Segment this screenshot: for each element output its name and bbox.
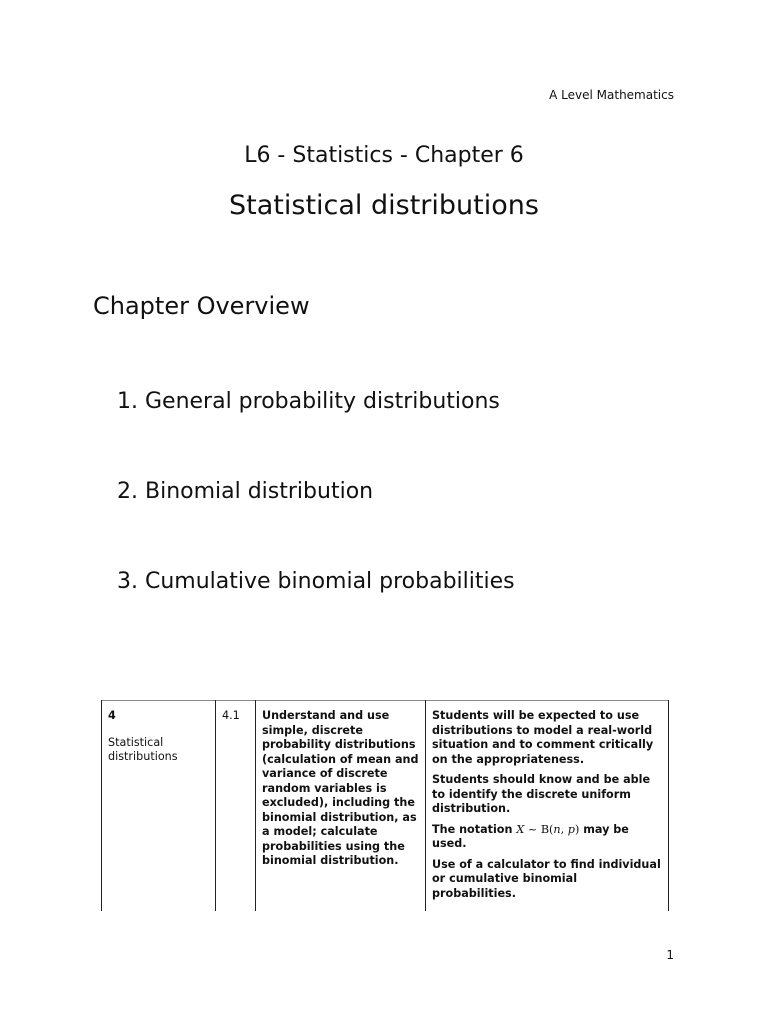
ref-cell (216, 701, 256, 912)
chapter-title: Statistical distributions (229, 190, 539, 221)
content-cell: Understand and use simple, discrete probability distributions (calculation of mean and variance of discrete random variables is excluded), including the binomial distribution, as a model; calculate probabilities using the binomial distribution. (256, 701, 426, 912)
guidance-paragraph: Use of a calculator to find individual or cumulative binomial probabilities. (432, 857, 661, 900)
table-row (102, 701, 669, 912)
specification-table (101, 700, 669, 911)
topic-name: Statistical distributions (108, 735, 178, 763)
overview-item-1: 1. General probability distributions (117, 389, 500, 414)
topic-number: 4 (108, 709, 116, 722)
topic-cell (102, 701, 216, 912)
overview-item-3: 3. Cumulative binomial probabilities (117, 569, 515, 594)
ref-number: 4.1 (222, 709, 240, 722)
guidance-paragraph: Students will be expected to use distributions to model a real-world situation and to comment critically on the appropriateness. (432, 709, 654, 766)
page-number: 1 (666, 948, 674, 962)
chapter-line: L6 - Statistics - Chapter 6 (244, 143, 524, 168)
overview-heading: Chapter Overview (93, 292, 310, 320)
overview-item-2: 2. Binomial distribution (117, 479, 374, 504)
notation-paragraph: The notation X ~ B(n, p) may be used. (432, 822, 629, 850)
guidance-paragraph: Students should know and be able to identify the discrete uniform distribution. (432, 773, 651, 815)
course-header: A Level Mathematics (549, 88, 674, 102)
guidance-cell (426, 701, 669, 912)
